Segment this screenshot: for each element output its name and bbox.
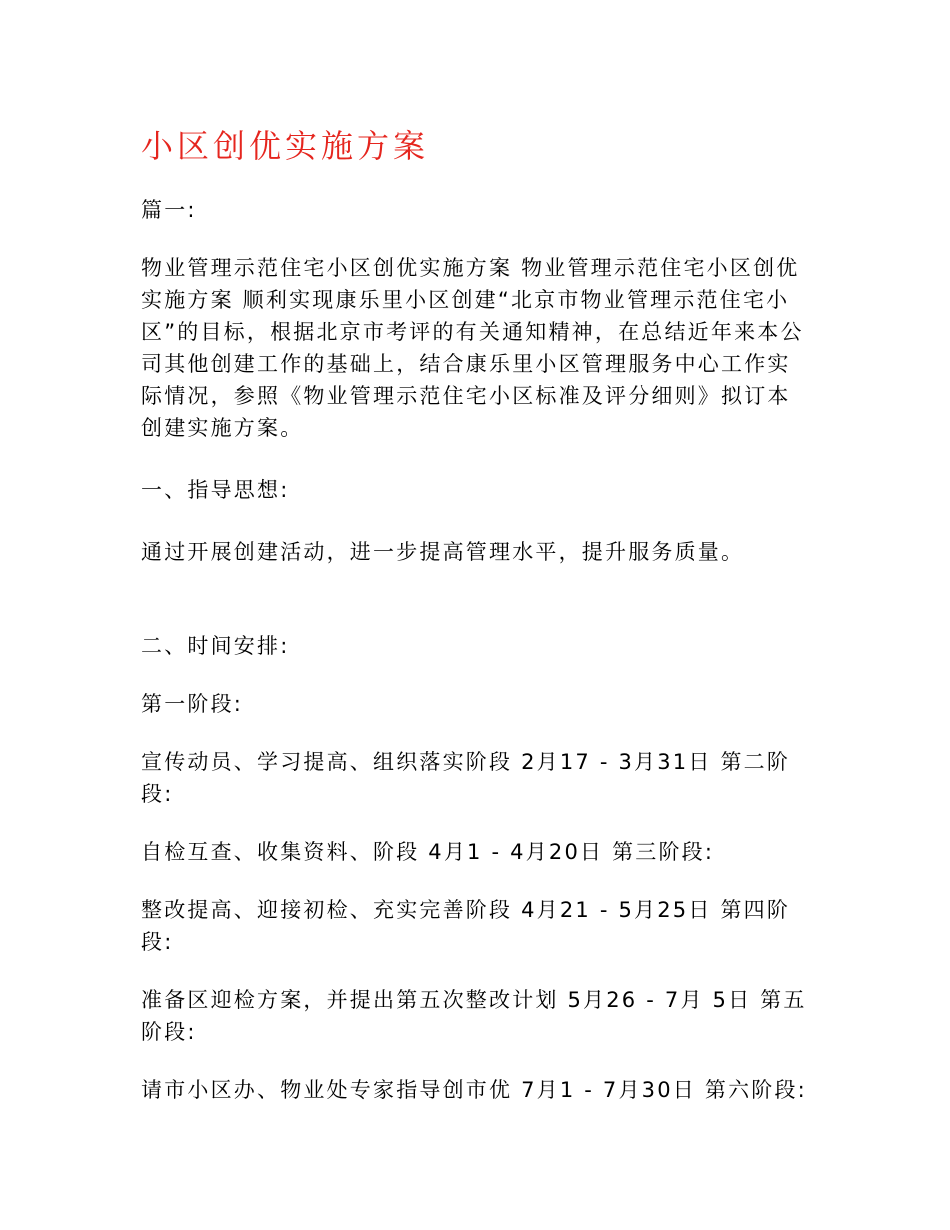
intro-paragraph: 物业管理示范住宅小区创优实施方案 物业管理示范住宅小区创优实施方案 顺利实现康乐里小区创建“北京市物业管理示范住宅小区”的目标，根据北京市考评的有关通知精神，在总结近年来本公司其他创建工作的基础上，结合康乐里小区管理服务中心工作实际情况，参照《物业管理示范住宅小区标准及评分细则》拟订本创建实施方案。 xyxy=(141,256,804,440)
stage-2-body: 自检互查、收集资料、阶段 4月1 - 4月20日 第三阶段: xyxy=(141,840,715,864)
section-2-heading: 二、时间安排: xyxy=(141,634,290,658)
document-title: 小区创优实施方案 xyxy=(141,127,430,165)
stage-1-body: 宣传动员、学习提高、组织落实阶段 2月17 - 3月31日 第二阶段: xyxy=(141,750,791,806)
stage-1-label: 第一阶段: xyxy=(141,692,244,716)
stage-4-body: 准备区迎检方案，并提出第五次整改计划 5月26 - 7月 5日 第五阶段: xyxy=(141,988,807,1044)
stage-3-body: 整改提高、迎接初检、充实完善阶段 4月21 - 5月25日 第四阶段: xyxy=(141,898,791,954)
section-1-body: 通过开展创建活动，进一步提高管理水平，提升服务质量。 xyxy=(141,540,745,564)
stage-5-body: 请市小区办、物业处专家指导创市优 7月1 - 7月30日 第六阶段: xyxy=(141,1078,807,1102)
section-1-heading: 一、指导思想: xyxy=(141,478,290,502)
part-label: 篇一: xyxy=(141,198,197,222)
